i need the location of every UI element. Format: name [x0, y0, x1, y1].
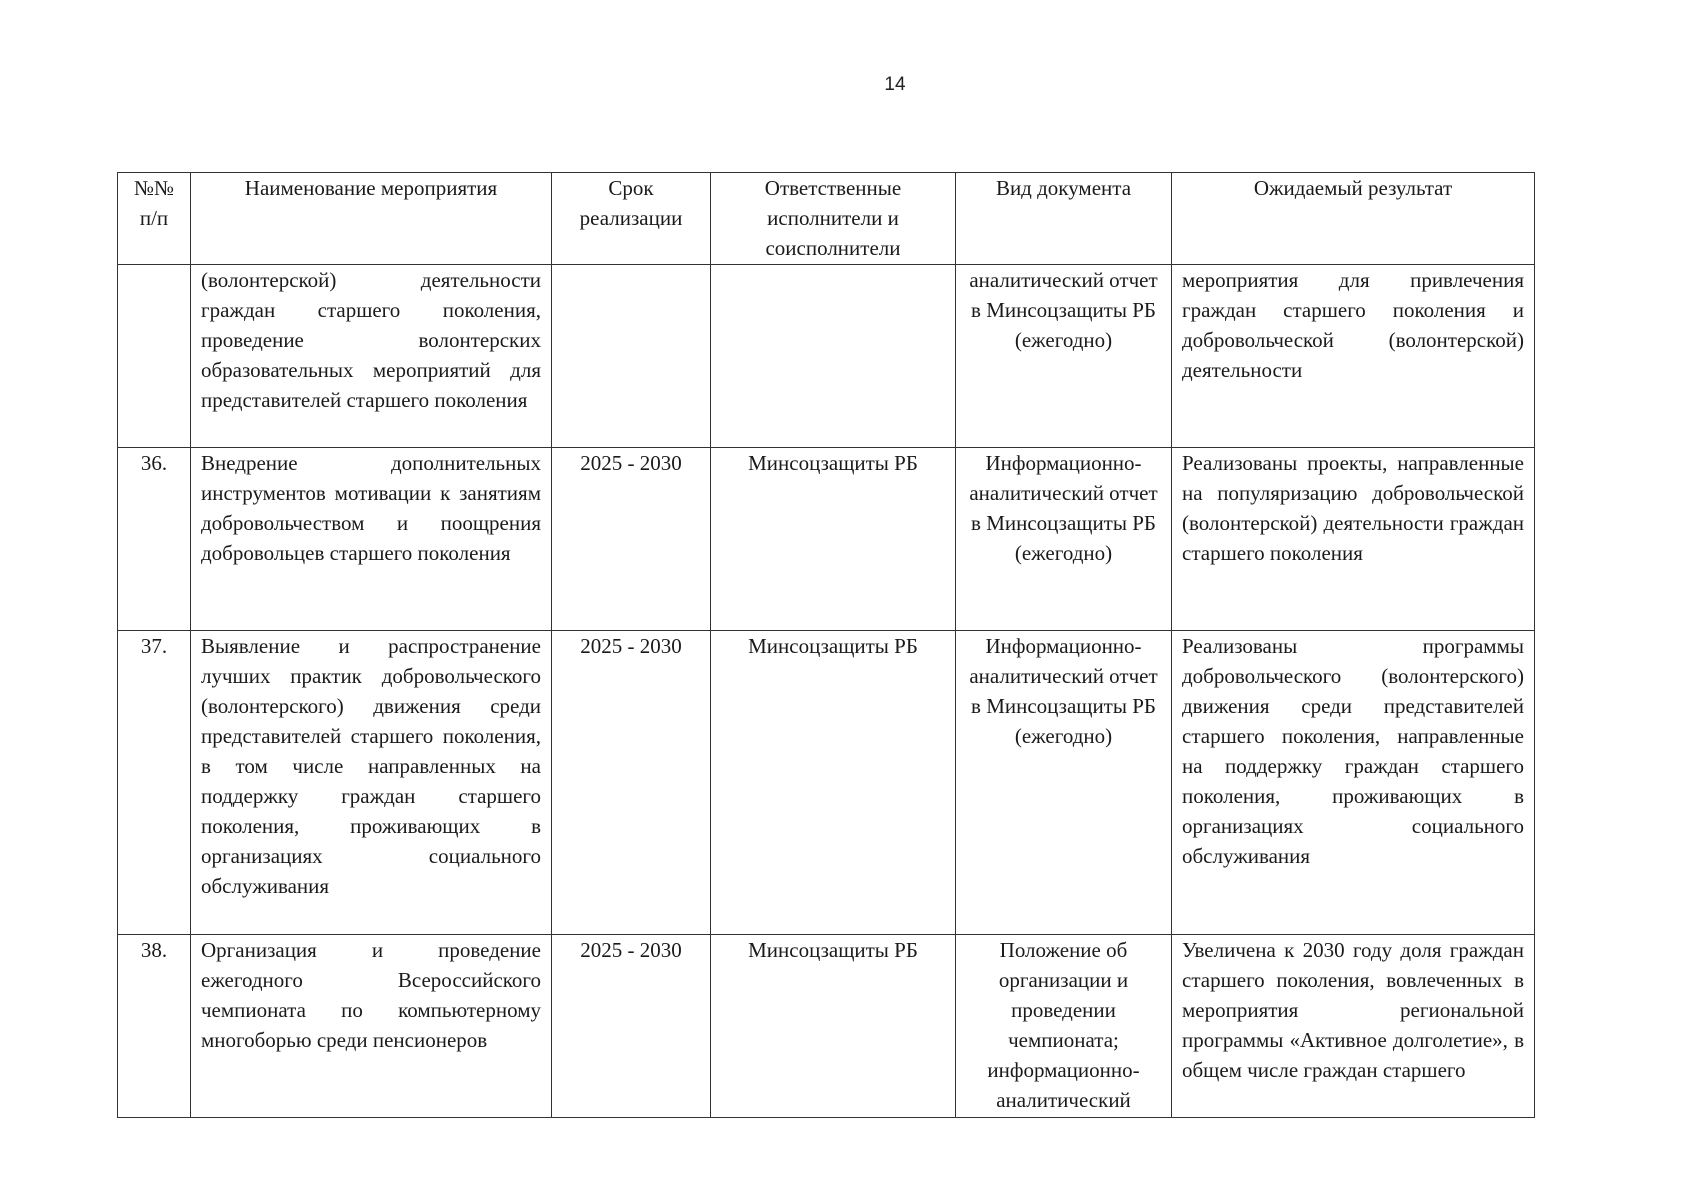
row-num [118, 265, 191, 448]
header-name: Наименование мероприятия [191, 173, 552, 265]
row-num: 38. [118, 935, 191, 1118]
row-num: 36. [118, 448, 191, 631]
row-name: (волонтерской) деятельности граждан старшего поколения, проведение волонтерских образовательных мероприятий для представителей старшего поколения [191, 265, 552, 448]
row-doc-type: Положение об организации и проведении чемпионата; информационно-аналитический [956, 935, 1172, 1118]
row-term: 2025 - 2030 [552, 448, 711, 631]
row-result: Увеличена к 2030 году доля граждан старшего поколения, вовлеченных в мероприятия региональной программы «Активное долголетие», в общем числе граждан старшего [1172, 935, 1535, 1118]
row-term: 2025 - 2030 [552, 631, 711, 935]
header-term: Срок реализации [552, 173, 711, 265]
row-responsible [711, 265, 956, 448]
header-doc-type: Вид документа [956, 173, 1172, 265]
row-name: Выявление и распространение лучших практик добровольческого (волонтерского) движения среди представителей старшего поколения, в том числе направленных на поддержку граждан старшего поколения, проживающих в организациях социального обслуживания [191, 631, 552, 935]
row-doc-type: Информационно-аналитический отчет в Минсоцзащиты РБ (ежегодно) [956, 631, 1172, 935]
header-result: Ожидаемый результат [1172, 173, 1535, 265]
row-doc-type: Информационно-аналитический отчет в Минсоцзащиты РБ (ежегодно) [956, 448, 1172, 631]
row-result: Реализованы программы добровольческого (волонтерского) движения среди представителей старшего поколения, направленные на поддержку граждан старшего поколения, проживающих в организациях социального обслуживания [1172, 631, 1535, 935]
row-name: Внедрение дополнительных инструментов мотивации к занятиям добровольчеством и поощрения добровольцев старшего поколения [191, 448, 552, 631]
row-num: 37. [118, 631, 191, 935]
header-responsible: Ответственные исполнители и соисполнители [711, 173, 956, 265]
row-term [552, 265, 711, 448]
table-row [118, 935, 1535, 1118]
row-result: Реализованы проекты, направленные на популяризацию добровольческой (волонтерской) деятельности граждан старшего поколения [1172, 448, 1535, 631]
row-doc-type: аналитический отчет в Минсоцзащиты РБ (ежегодно) [956, 265, 1172, 448]
row-responsible: Минсоцзащиты РБ [711, 935, 956, 1118]
row-name: Организация и проведение ежегодного Всероссийского чемпионата по компьютерному многоборью среди пенсионеров [191, 935, 552, 1118]
table-row [118, 448, 1535, 631]
page-number: 14 [884, 74, 906, 95]
activities-table [117, 172, 1535, 1118]
table-row [118, 631, 1535, 935]
row-term: 2025 - 2030 [552, 935, 711, 1118]
header-num: №№ п/п [118, 173, 191, 265]
row-responsible: Минсоцзащиты РБ [711, 631, 956, 935]
row-result: мероприятия для привлечения граждан старшего поколения и добровольческой (волонтерской) деятельности [1172, 265, 1535, 448]
table-row [118, 265, 1535, 448]
row-responsible: Минсоцзащиты РБ [711, 448, 956, 631]
table-header-row [118, 173, 1535, 265]
